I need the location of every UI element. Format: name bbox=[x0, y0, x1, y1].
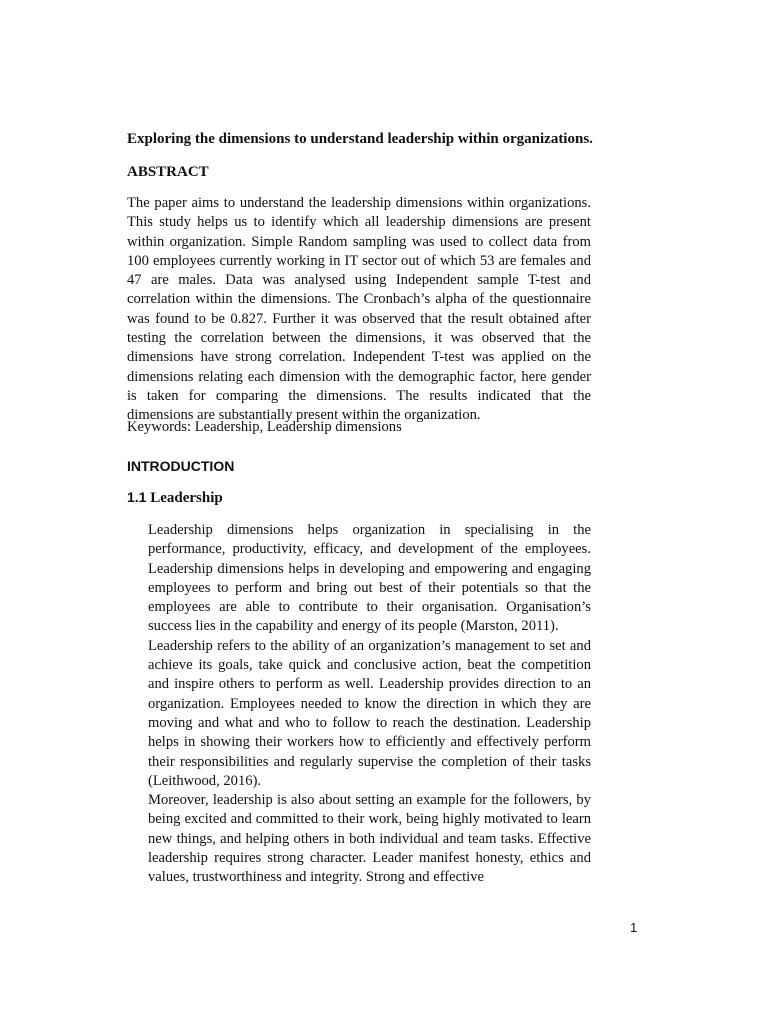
section-number: 1.1 bbox=[127, 489, 147, 505]
abstract-text: The paper aims to understand the leadership dimensions within organizations. This study helps us to identify which all leadership dimensions are present within organization. Simple Random sampling was used to collect data from 100 employees currently working in IT sector out of which 53 are females and 47 are males. Data was analysed using Independent sample T-test and correlation within the dimensions. The Cronbach’s alpha of the questionnaire was found to be 0.827. Further it was observed that the result obtained after testing the correlation between the dimensions, it was observed that the dimensions have strong correlation. Independent T-test was applied on the dimensions relating each dimension with the demographic factor, here gender is taken for comparing the dimensions. The results indicated that the dimensions are substantially present within the organization. bbox=[127, 195, 591, 424]
abstract-heading: ABSTRACT bbox=[127, 164, 209, 180]
section-heading bbox=[127, 488, 223, 507]
keywords: Keywords: Leadership, Leadership dimensions bbox=[127, 419, 402, 435]
paragraph: Leadership dimensions helps organization in specialising in the performance, productivity, efficacy, and development of the employees. Leadership dimensions helps in developing and empowering and engaging employees to perform and bring out best of their potentials so that the employees are able to contribute to their organisation. Organisation’s success lies in the capability and energy of its people (Marston, 2011). bbox=[148, 522, 591, 635]
paragraph: Moreover, leadership is also about setting an example for the followers, by being excited and committed to their work, being highly motivated to learn new things, and helping others in both individual and team tasks. Effective leadership requires strong character. Leader manifest honesty, ethics and values, trustworthiness and integrity. Strong and effective bbox=[148, 792, 591, 886]
paragraph: Leadership refers to the ability of an organization’s management to set and achieve its goals, take quick and conclusive action, beat the competition and inspire others to perform as well. Leadership provides direction to an organization. Employees needed to know the direction in which they are moving and what and who to follow to reach the destination. Leadership helps in showing their workers how to efficiently and effectively perform their responsibilities and regularly supervise the completion of their tasks (Leithwood, 2016). bbox=[148, 637, 591, 789]
section-title: Leadership bbox=[150, 490, 223, 506]
section-body bbox=[148, 521, 591, 888]
introduction-heading: INTRODUCTION bbox=[127, 458, 235, 474]
page-number: 1 bbox=[630, 920, 638, 935]
paper-title: Exploring the dimensions to understand leadership within organizations. bbox=[127, 131, 593, 147]
